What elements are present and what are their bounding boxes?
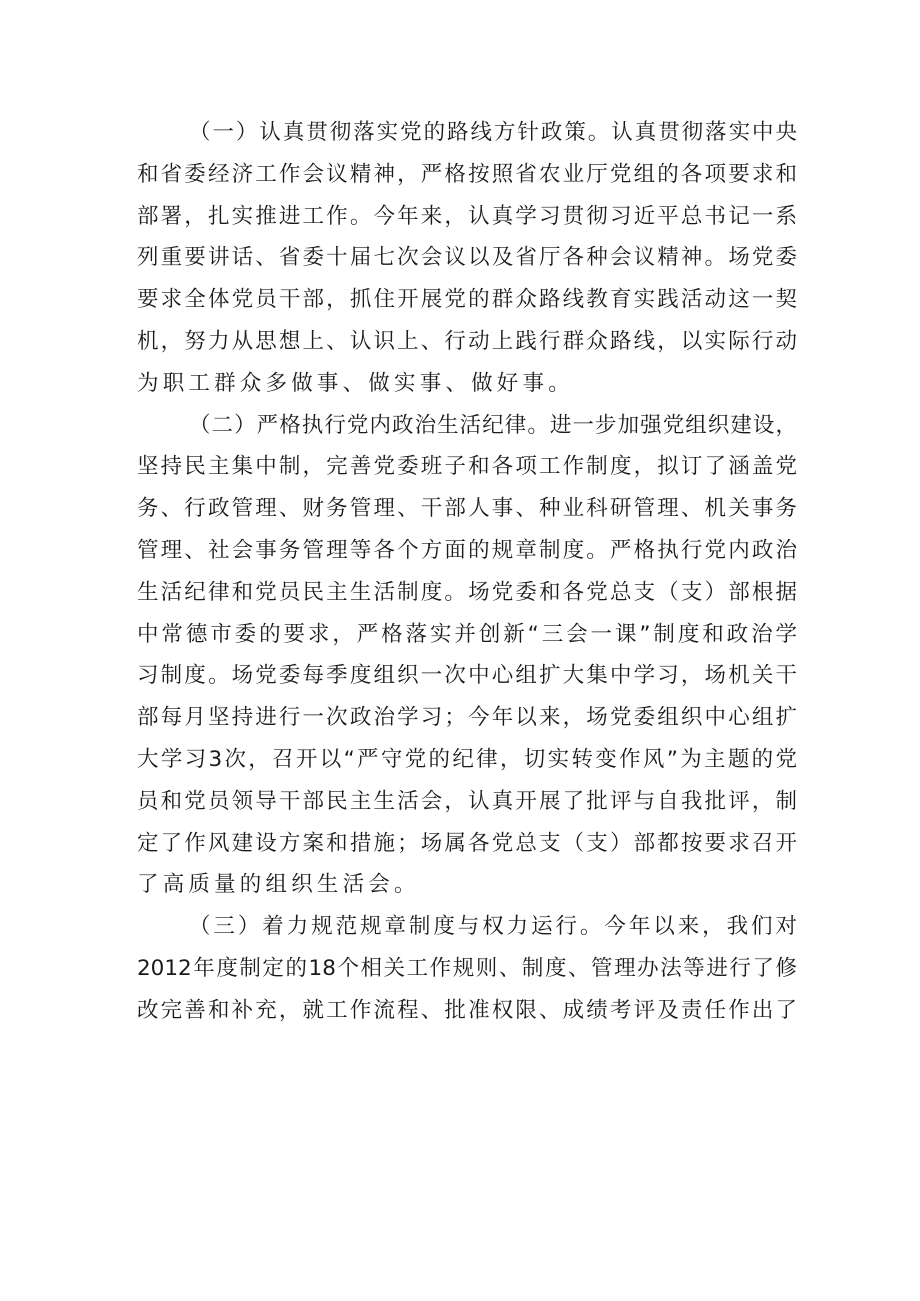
paragraph-line: 坚持民主集中制，完善党委班子和各项工作制度，拟订了涵盖党	[137, 454, 797, 480]
paragraph-line: 管理、社会事务管理等各个方面的规章制度。严格执行党内政治	[137, 537, 797, 563]
paragraph-line: 员和党员领导干部民主生活会，认真开展了批评与自我批评，制	[137, 788, 797, 814]
paragraph-line: 机，努力从思想上、认识上、行动上践行群众路线，以实际行动	[137, 328, 797, 354]
document-body	[137, 112, 797, 1032]
paragraph-line: 部每月坚持进行一次政治学习；今年以来，场党委组织中心组扩	[137, 705, 797, 731]
paragraph-line: 大学习3次，召开以“严守党的纪律，切实转变作风”为主题的党	[137, 746, 797, 772]
paragraph-line: （三）着力规范规章制度与权力运行。今年以来，我们对	[189, 914, 797, 940]
paragraph-line: 为职工群众多做事、做实事、做好事。	[137, 370, 574, 396]
paragraph-line: 中常德市委的要求，严格落实并创新“三会一课”制度和政治学	[137, 621, 797, 647]
paragraph-line: 了高质量的组织生活会。	[137, 872, 420, 898]
paragraph-line: 2012年度制定的18个相关工作规则、制度、管理办法等进行了修	[137, 955, 797, 981]
paragraph-line: 要求全体党员干部，抓住开展党的群众路线教育实践活动这一契	[137, 287, 797, 313]
paragraph-line: 习制度。场党委每季度组织一次中心组扩大集中学习，场机关干	[137, 663, 797, 689]
paragraph-3	[137, 906, 797, 1031]
paragraph-2	[137, 405, 797, 907]
paragraph-line: （二）严格执行党内政治生活纪律。进一步加强党组织建设，	[189, 412, 797, 438]
paragraph-line: 定了作风建设方案和措施；场属各党总支（支）部都按要求召开	[137, 830, 797, 856]
paragraph-line: 生活纪律和党员民主生活制度。场党委和各党总支（支）部根据	[137, 579, 797, 605]
paragraph-line: 和省委经济工作会议精神，严格按照省农业厅党组的各项要求和	[137, 161, 797, 187]
paragraph-line: （一）认真贯彻落实党的路线方针政策。认真贯彻落实中央	[189, 120, 797, 145]
paragraph-line: 务、行政管理、财务管理、干部人事、种业科研管理、机关事务	[137, 496, 797, 522]
paragraph-1	[137, 112, 797, 405]
paragraph-line: 改完善和补充，就工作流程、批准权限、成绩考评及责任作出了	[137, 997, 797, 1023]
paragraph-line: 部署，扎实推进工作。今年来，认真学习贯彻习近平总书记一系	[137, 203, 797, 229]
paragraph-line: 列重要讲话、省委十届七次会议以及省厅各种会议精神。场党委	[137, 245, 797, 271]
